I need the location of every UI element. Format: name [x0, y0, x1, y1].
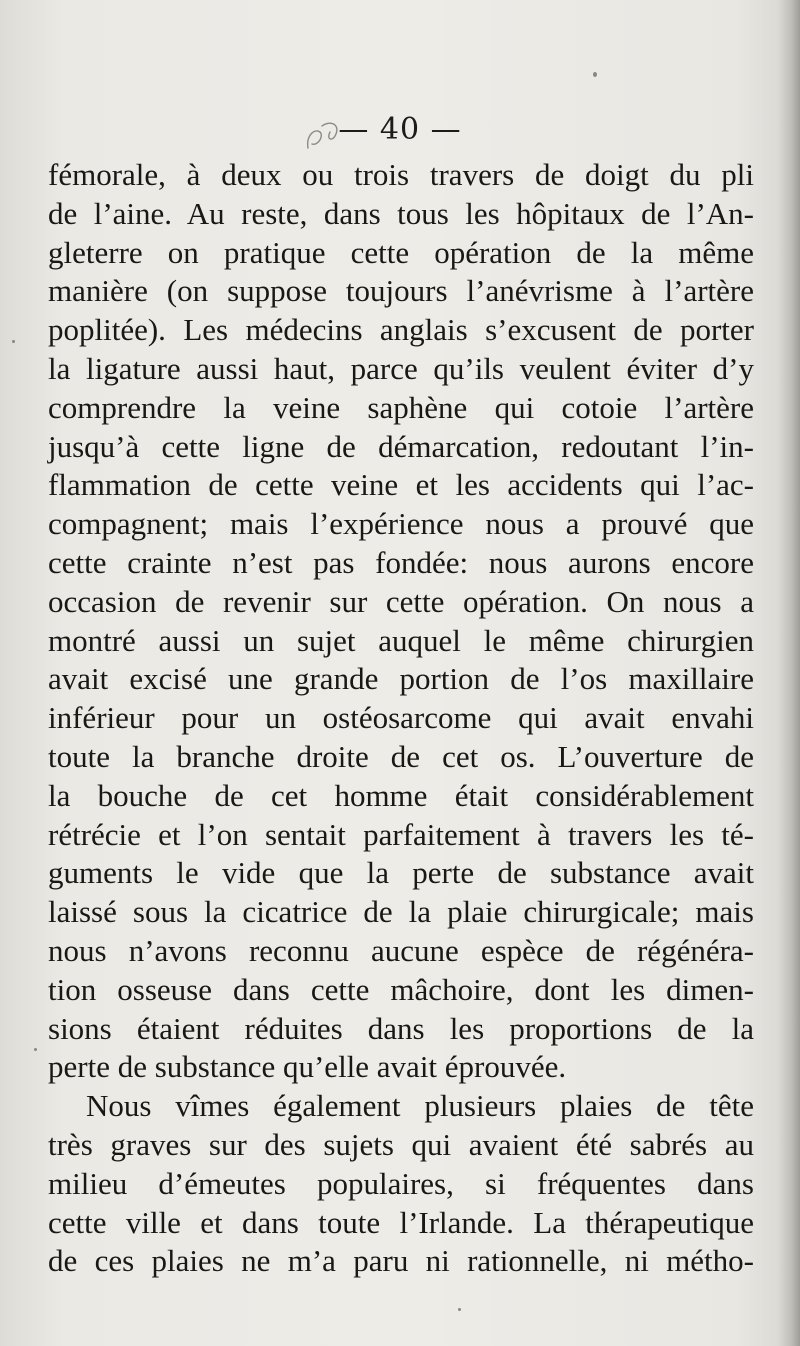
body-text — [48, 156, 754, 1281]
page-number: — 40 — — [338, 112, 462, 147]
text-line: la bouche de cet homme était considérablement — [48, 777, 754, 813]
text-line: de l’aine. Au reste, dans tous les hôpitaux de l’An- — [48, 195, 754, 231]
text-line: tion osseuse dans cette mâchoire, dont les dimen- — [48, 971, 754, 1007]
text-line: cette ville et dans toute l’Irlande. La thérapeutique — [48, 1204, 754, 1240]
paragraph-2 — [48, 1087, 754, 1281]
text-line: fémorale, à deux ou trois travers de doigt du pli — [48, 157, 754, 192]
text-line: comprendre la veine saphène qui cotoie l’artère — [48, 389, 754, 425]
text-line: jusqu’à cette ligne de démarcation, redoutant l’in- — [48, 428, 754, 464]
text-line: laissé sous la cicatrice de la plaie chirurgicale; mais — [48, 894, 754, 930]
text-line: rétrécie et l’on sentait parfaitement à travers les té- — [48, 816, 754, 852]
text-line: guments le vide que la perte de substance avait — [48, 855, 754, 891]
text-line: Nous vîmes également plusieurs plaies de tête — [86, 1088, 754, 1124]
text-line: gleterre on pratique cette opération de la même — [48, 234, 754, 270]
text-line: poplitée). Les médecins anglais s’excusent de porter — [48, 312, 754, 348]
paper-speck — [34, 1048, 37, 1051]
text-line: inférieur pour un ostéosarcome qui avait envahi — [48, 700, 754, 736]
text-line: sions étaient réduites dans les proportions de la — [48, 1010, 754, 1046]
text-line: nous n’avons reconnu aucune espèce de régénéra- — [48, 932, 754, 968]
page-edge-shadow — [778, 0, 800, 1346]
paper-speck — [593, 72, 597, 77]
text-line: montré aussi un sujet auquel le même chirurgien — [48, 622, 754, 658]
text-line: très graves sur des sujets qui avaient été sabrés au — [48, 1126, 754, 1162]
text-line: manière (on suppose toujours l’anévrisme à l’artère — [48, 273, 754, 309]
text-line: cette crainte n’est pas fondée: nous aurons encore — [48, 544, 754, 580]
paragraph-1 — [48, 156, 754, 1087]
text-line: de ces plaies ne m’a paru ni rationnelle, ni métho- — [48, 1243, 754, 1279]
text-line: perte de substance qu’elle avait éprouvée. — [48, 1049, 567, 1085]
text-line: toute la branche droite de cet os. L’ouverture de — [48, 738, 754, 774]
text-line: compagnent; mais l’expérience nous a prouvé que — [48, 506, 754, 542]
text-line: flammation de cette veine et les accidents qui l’ac- — [48, 467, 754, 503]
text-line: occasion de revenir sur cette opération. On nous a — [48, 583, 754, 619]
text-line: avait excisé une grande portion de l’os maxillaire — [48, 661, 754, 697]
paper-speck — [458, 1308, 461, 1311]
paper-speck — [12, 340, 15, 343]
text-line: la ligature aussi haut, parce qu’ils veulent éviter d’y — [48, 350, 754, 386]
text-line: milieu d’émeutes populaires, si fréquentes dans — [48, 1165, 754, 1201]
